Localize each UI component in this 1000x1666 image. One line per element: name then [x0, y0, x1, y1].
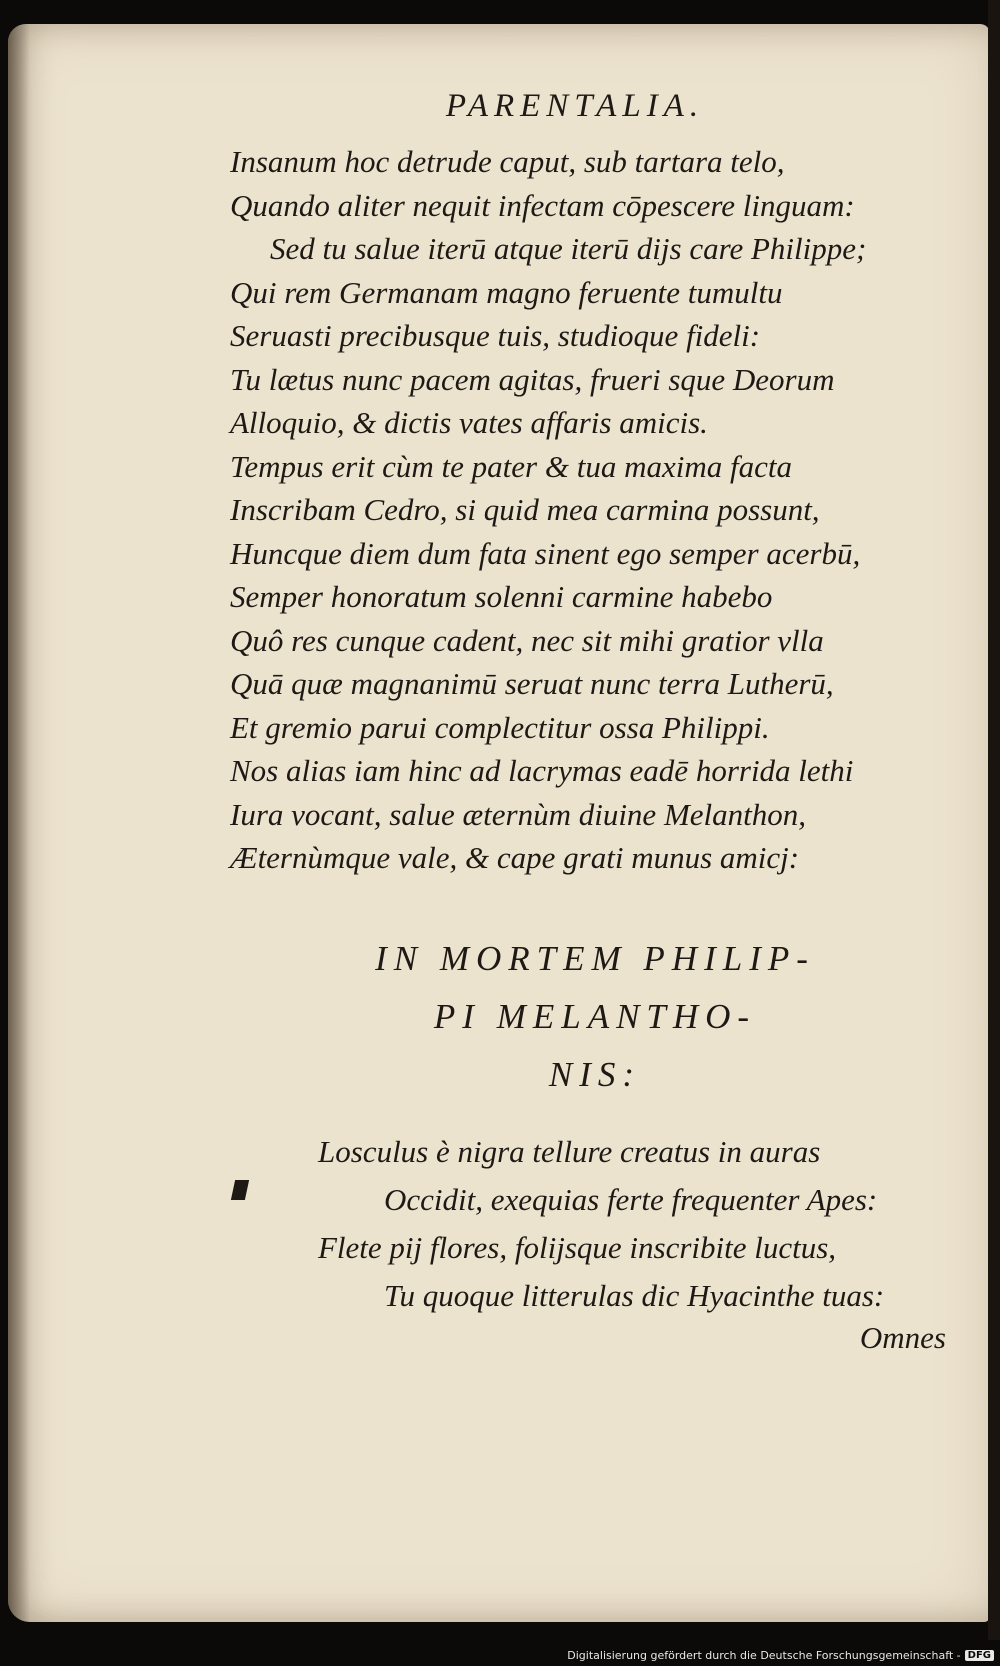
verse-line: Et gremio parui complectitur ossa Philippi. — [230, 709, 770, 745]
page-gutter-shadow — [8, 24, 30, 1622]
poem-title-line: NIS: — [548, 1055, 642, 1094]
verse-line: Quando aliter nequit infectam cōpescere linguam: — [230, 187, 855, 223]
poem-title-line: PI MELANTHO- — [433, 997, 757, 1036]
poem-title-line: IN MORTEM PHILIP- — [375, 939, 815, 978]
verse-line: Tempus erit cùm te pater & tua maxima facta — [230, 448, 792, 484]
verse-line: Tu lætus nunc pacem agitas, frueri sque Deorum — [230, 361, 835, 397]
verse-block — [230, 140, 960, 880]
verse-line: Semper honoratum solenni carmine habebo — [230, 579, 773, 614]
verse-line: Iura vocant, salue æternùm diuine Melanthon, — [230, 796, 806, 832]
page-edge — [988, 0, 1000, 1640]
verse-line: Insanum hoc detrude caput, sub tartara telo, — [230, 144, 785, 179]
verse-line: Seruasti precibusque tuis, studioque fideli: — [230, 318, 761, 353]
verse-line: Nos alias iam hinc ad lacrymas eadē horrida lethi — [230, 753, 854, 788]
verse-line: Æternùmque vale, & cape grati munus amicj: — [230, 840, 800, 875]
elegy-block — [318, 1128, 968, 1320]
elegy-line: Tu quoque litterulas dic Hyacinthe tuas: — [384, 1278, 885, 1313]
verse-line: Sed tu salue iterū atque iterū dijs care Philippe; — [270, 231, 867, 266]
credit-text: Digitalisierung gefördert durch die Deutsche Forschungsgemeinschaft - — [567, 1649, 961, 1662]
digitization-credit — [567, 1649, 994, 1662]
verse-line: Quā quæ magnanimū seruat nunc terra Lutherū, — [230, 666, 834, 701]
verse-line: Alloquio, & dictis vates affaris amicis. — [230, 405, 708, 440]
verse-line: Qui rem Germanam magno feruente tumultu — [230, 274, 783, 310]
verse-line: Inscribam Cedro, si quid mea carmina possunt, — [230, 492, 820, 527]
elegy-line: Losculus è nigra tellure creatus in auras — [318, 1134, 821, 1169]
elegy-line: Flete pij flores, folijsque inscribite luctus, — [318, 1230, 837, 1265]
elegy-line: Occidit, exequias ferte frequenter Apes: — [384, 1182, 878, 1217]
catchword: Omnes — [859, 1320, 946, 1355]
verse-line: Huncque diem dum fata sinent ego semper acerbū, — [230, 535, 861, 571]
verse-line: Quô res cunque cadent, nec sit mihi gratior vlla — [230, 622, 824, 658]
poem-title — [230, 930, 960, 1104]
dfg-logo: DFG — [965, 1650, 994, 1661]
running-head: PARENTALIA. — [445, 88, 705, 124]
